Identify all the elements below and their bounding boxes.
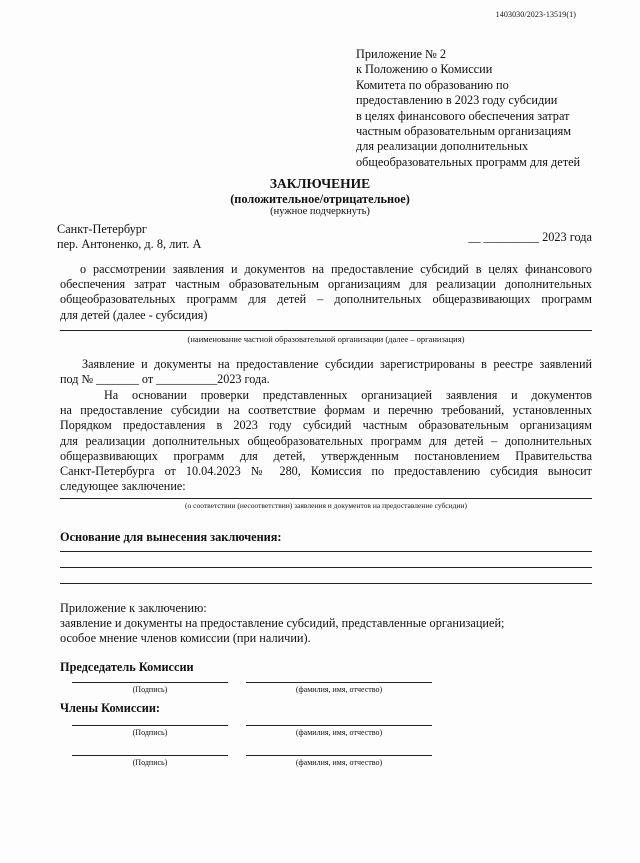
intro-paragraph: [60, 262, 592, 323]
attachment-line: особое мнение членов комиссии (при наличии).: [60, 631, 311, 645]
conformity-caption: (о соответствии (несоответствии) заявления и документов на предоставление субсидии): [185, 501, 467, 510]
name-label: (фамилия, имя, отчество): [295, 758, 383, 767]
appendix-line: к Положению о Комиссии: [356, 62, 493, 77]
document-number: 1403030/2023-13519(1): [495, 10, 576, 19]
name-line: [246, 682, 432, 683]
appendix-line: общеобразовательных программ для детей: [356, 154, 581, 169]
reason-line: [60, 583, 592, 584]
appendix-line: в целях финансового обеспечения затрат: [356, 108, 570, 123]
registry-line: под № _______ от __________2023 года.: [60, 372, 270, 387]
basis-line: на предоставление субсидии на соответствие формам и перечню требований, установленных: [60, 403, 592, 418]
basis-line: следующее заключение:: [60, 479, 186, 494]
intro-line: общеобразовательных программ для детей – дополнительных общеразвивающих программ: [60, 292, 592, 307]
name-line: [246, 755, 432, 756]
registry-paragraph: [60, 357, 592, 387]
signature-line: [72, 682, 228, 683]
attachments-block: [60, 601, 504, 646]
chairman-heading: Председатель Комиссии: [60, 660, 194, 674]
appendix-line: Комитета по образованию по: [356, 77, 509, 92]
appendix-line: предоставлению в 2023 году субсидии: [356, 93, 558, 108]
basis-paragraph: [60, 388, 592, 494]
reason-line: [60, 551, 592, 552]
reason-line: [60, 567, 592, 568]
basis-line: Санкт-Петербурга от 10.04.2023 № 280, Комиссия по предоставлению субсидия выносит: [60, 463, 592, 478]
appendix-line: для реализации дополнительных: [356, 139, 529, 154]
basis-line: На основании проверки представленных организацией заявления и документов: [104, 388, 592, 402]
place-block: [57, 222, 201, 252]
appendix-line: Приложение № 2: [356, 47, 447, 61]
attachment-line: заявление и документы на предоставление субсидий, представленные организацией;: [60, 616, 505, 630]
appendix-line: частным образовательным организациям: [356, 124, 572, 139]
attachment-line: Приложение к заключению:: [60, 601, 207, 615]
city: Санкт-Петербург: [57, 222, 147, 236]
document-date: __ _________ 2023 года: [468, 230, 592, 244]
basis-line: для реализации дополнительных общеобразовательных программ для детей – дополнительных: [60, 433, 592, 448]
org-name-line: [60, 330, 592, 331]
signature-label: (Подпись): [132, 728, 168, 737]
org-caption: (наименование частной образовательной организации (далее – организация): [187, 334, 465, 344]
intro-line: обеспечения затрат частным образовательным организациям для реализации дополнительных: [60, 277, 592, 292]
signature-label: (Подпись): [132, 685, 168, 694]
reason-heading: Основание для вынесения заключения:: [60, 530, 282, 544]
conformity-line: [60, 498, 592, 499]
basis-line: общеразвивающих программ для детей, утвержденным постановлением Правительства: [60, 448, 592, 463]
address: пер. Антоненко, д. 8, лит. А: [57, 237, 202, 251]
name-line: [246, 725, 432, 726]
signature-label: (Подпись): [132, 758, 168, 767]
members-heading: Члены Комиссии:: [60, 701, 161, 715]
registry-line: Заявление и документы на предоставление субсидии зарегистрированы в реестре заявлений: [82, 357, 592, 371]
document-subtitle: (положительное/отрицательное): [230, 192, 410, 206]
underline-note: (нужное подчеркнуть): [270, 206, 370, 217]
signature-line: [72, 725, 228, 726]
document-title: ЗАКЛЮЧЕНИЕ: [269, 176, 371, 191]
appendix-block: [356, 47, 626, 170]
name-label: (фамилия, имя, отчество): [295, 685, 383, 694]
intro-line: для детей (далее - субсидия): [60, 307, 208, 322]
basis-line: Порядком предоставления в 2023 году субсидий частным образовательным организациям: [60, 418, 592, 433]
intro-line: о рассмотрении заявления и документов на предоставление субсидий в целях финансового: [80, 262, 592, 276]
name-label: (фамилия, имя, отчество): [295, 728, 383, 737]
signature-line: [72, 755, 228, 756]
